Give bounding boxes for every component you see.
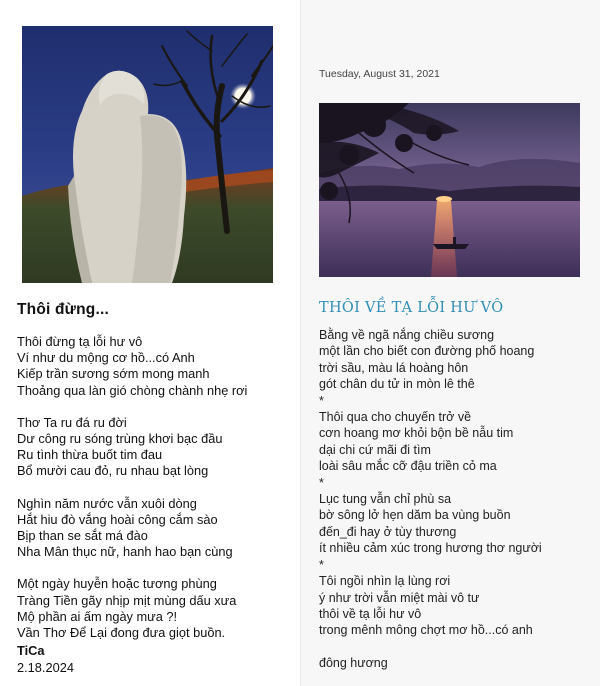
author-name: TiCa — [17, 643, 45, 658]
poem-line: một lần cho biết con đường phố hoang — [319, 344, 535, 359]
right-blog-panel — [300, 0, 600, 686]
poem-line: ít nhiều cảm xúc trong hương thơ người — [319, 541, 542, 556]
stanza-separator: * — [319, 557, 324, 572]
poem-line: loài sâu mắc cỡ đậu triền cỏ ma — [319, 459, 497, 474]
poem-line: Thôi đừng tạ lỗi hư vô — [17, 334, 143, 349]
poem-line: thôi về tạ lỗi hư vô — [319, 606, 422, 621]
poem-line: trong mênh mông chợt mơ hồ...có anh — [319, 623, 533, 638]
poem-line: Mộ phần ai ấm ngày mưa ?! — [17, 608, 178, 624]
poem-line: bờ sông lở hẹn dăm ba vùng buồn — [319, 508, 511, 523]
poem-line: ý như trời vẫn miệt mài vô tư — [319, 590, 480, 605]
author-signature — [17, 643, 74, 676]
poem-author: đông hương — [319, 656, 388, 671]
poem-line: cơn hoang mơ khỏi bộn bề nẫu tim — [319, 426, 514, 441]
poem-line: đến_đi hay ở tùy thương — [319, 524, 457, 539]
poem-line: Thôi qua cho chuyến trở về — [319, 410, 472, 425]
stanza-separator: * — [319, 393, 324, 408]
blank-line — [319, 639, 542, 655]
poem-line: Một ngày huyễn hoặc tương phùng — [17, 576, 217, 592]
poem-line: Ru tình thừa buốt tim đau — [17, 447, 163, 463]
poem-date: 2.18.2024 — [17, 659, 74, 675]
poem-line: Bịp than se sắt má đào — [17, 528, 148, 544]
poem-line: Tràng Tiền gãy nhịp mịt mùng dấu xưa — [17, 592, 237, 608]
poem-line: Thơ Ta ru đá ru đời — [17, 414, 127, 430]
statue-moon-painting — [22, 26, 273, 283]
poem-line: Thoảng qua làn gió chòng chành nhẹ rơi — [17, 382, 248, 398]
blog-poem-body — [319, 327, 542, 672]
poem-line: trời sầu, màu lá hoàng hôn — [319, 360, 469, 375]
poem-line: Lục tung vẫn chỉ phù sa — [319, 492, 452, 507]
poem-line: Ví như du mộng cơ hồ...có Anh — [17, 350, 195, 366]
poem-line: dại chi cứ mãi đi tìm — [319, 442, 431, 457]
poem-line: Kiếp trần sương sớm mong manh — [17, 366, 210, 382]
post-date: Tuesday, August 31, 2021 — [319, 68, 440, 80]
stanza-separator: * — [319, 475, 324, 490]
poem-title: Thôi đừng... — [17, 301, 109, 318]
poem-line: Hắt hiu đò vắng hoài công cắm sào — [17, 511, 218, 527]
poem-line: Bổ mười cau đỏ, ru nhau bạt lòng — [17, 463, 209, 479]
poem-line: Vần Thơ Để Lại đong đưa giọt buồn. — [17, 625, 226, 641]
poem-line: Dư công ru sóng trùng khơi bạc đầu — [17, 431, 223, 447]
poem-line: Nghìn năm nước vẫn xuôi dòng — [17, 495, 197, 511]
sunset-river-photo — [319, 103, 580, 277]
poem-line: Nha Mân thục nữ, hanh hao bạn cùng — [17, 544, 233, 560]
poem-line: gót chân du tử in mòn lê thê — [319, 377, 475, 392]
poem-line: Tôi ngồi nhìn lạ lùng rơi — [319, 574, 451, 589]
poem-line: Bằng về ngã nắng chiều sương — [319, 328, 495, 342]
poem-body — [17, 334, 247, 641]
blog-post-title[interactable]: THÔI VỀ TẠ LỖI HƯ VÔ — [319, 300, 504, 316]
